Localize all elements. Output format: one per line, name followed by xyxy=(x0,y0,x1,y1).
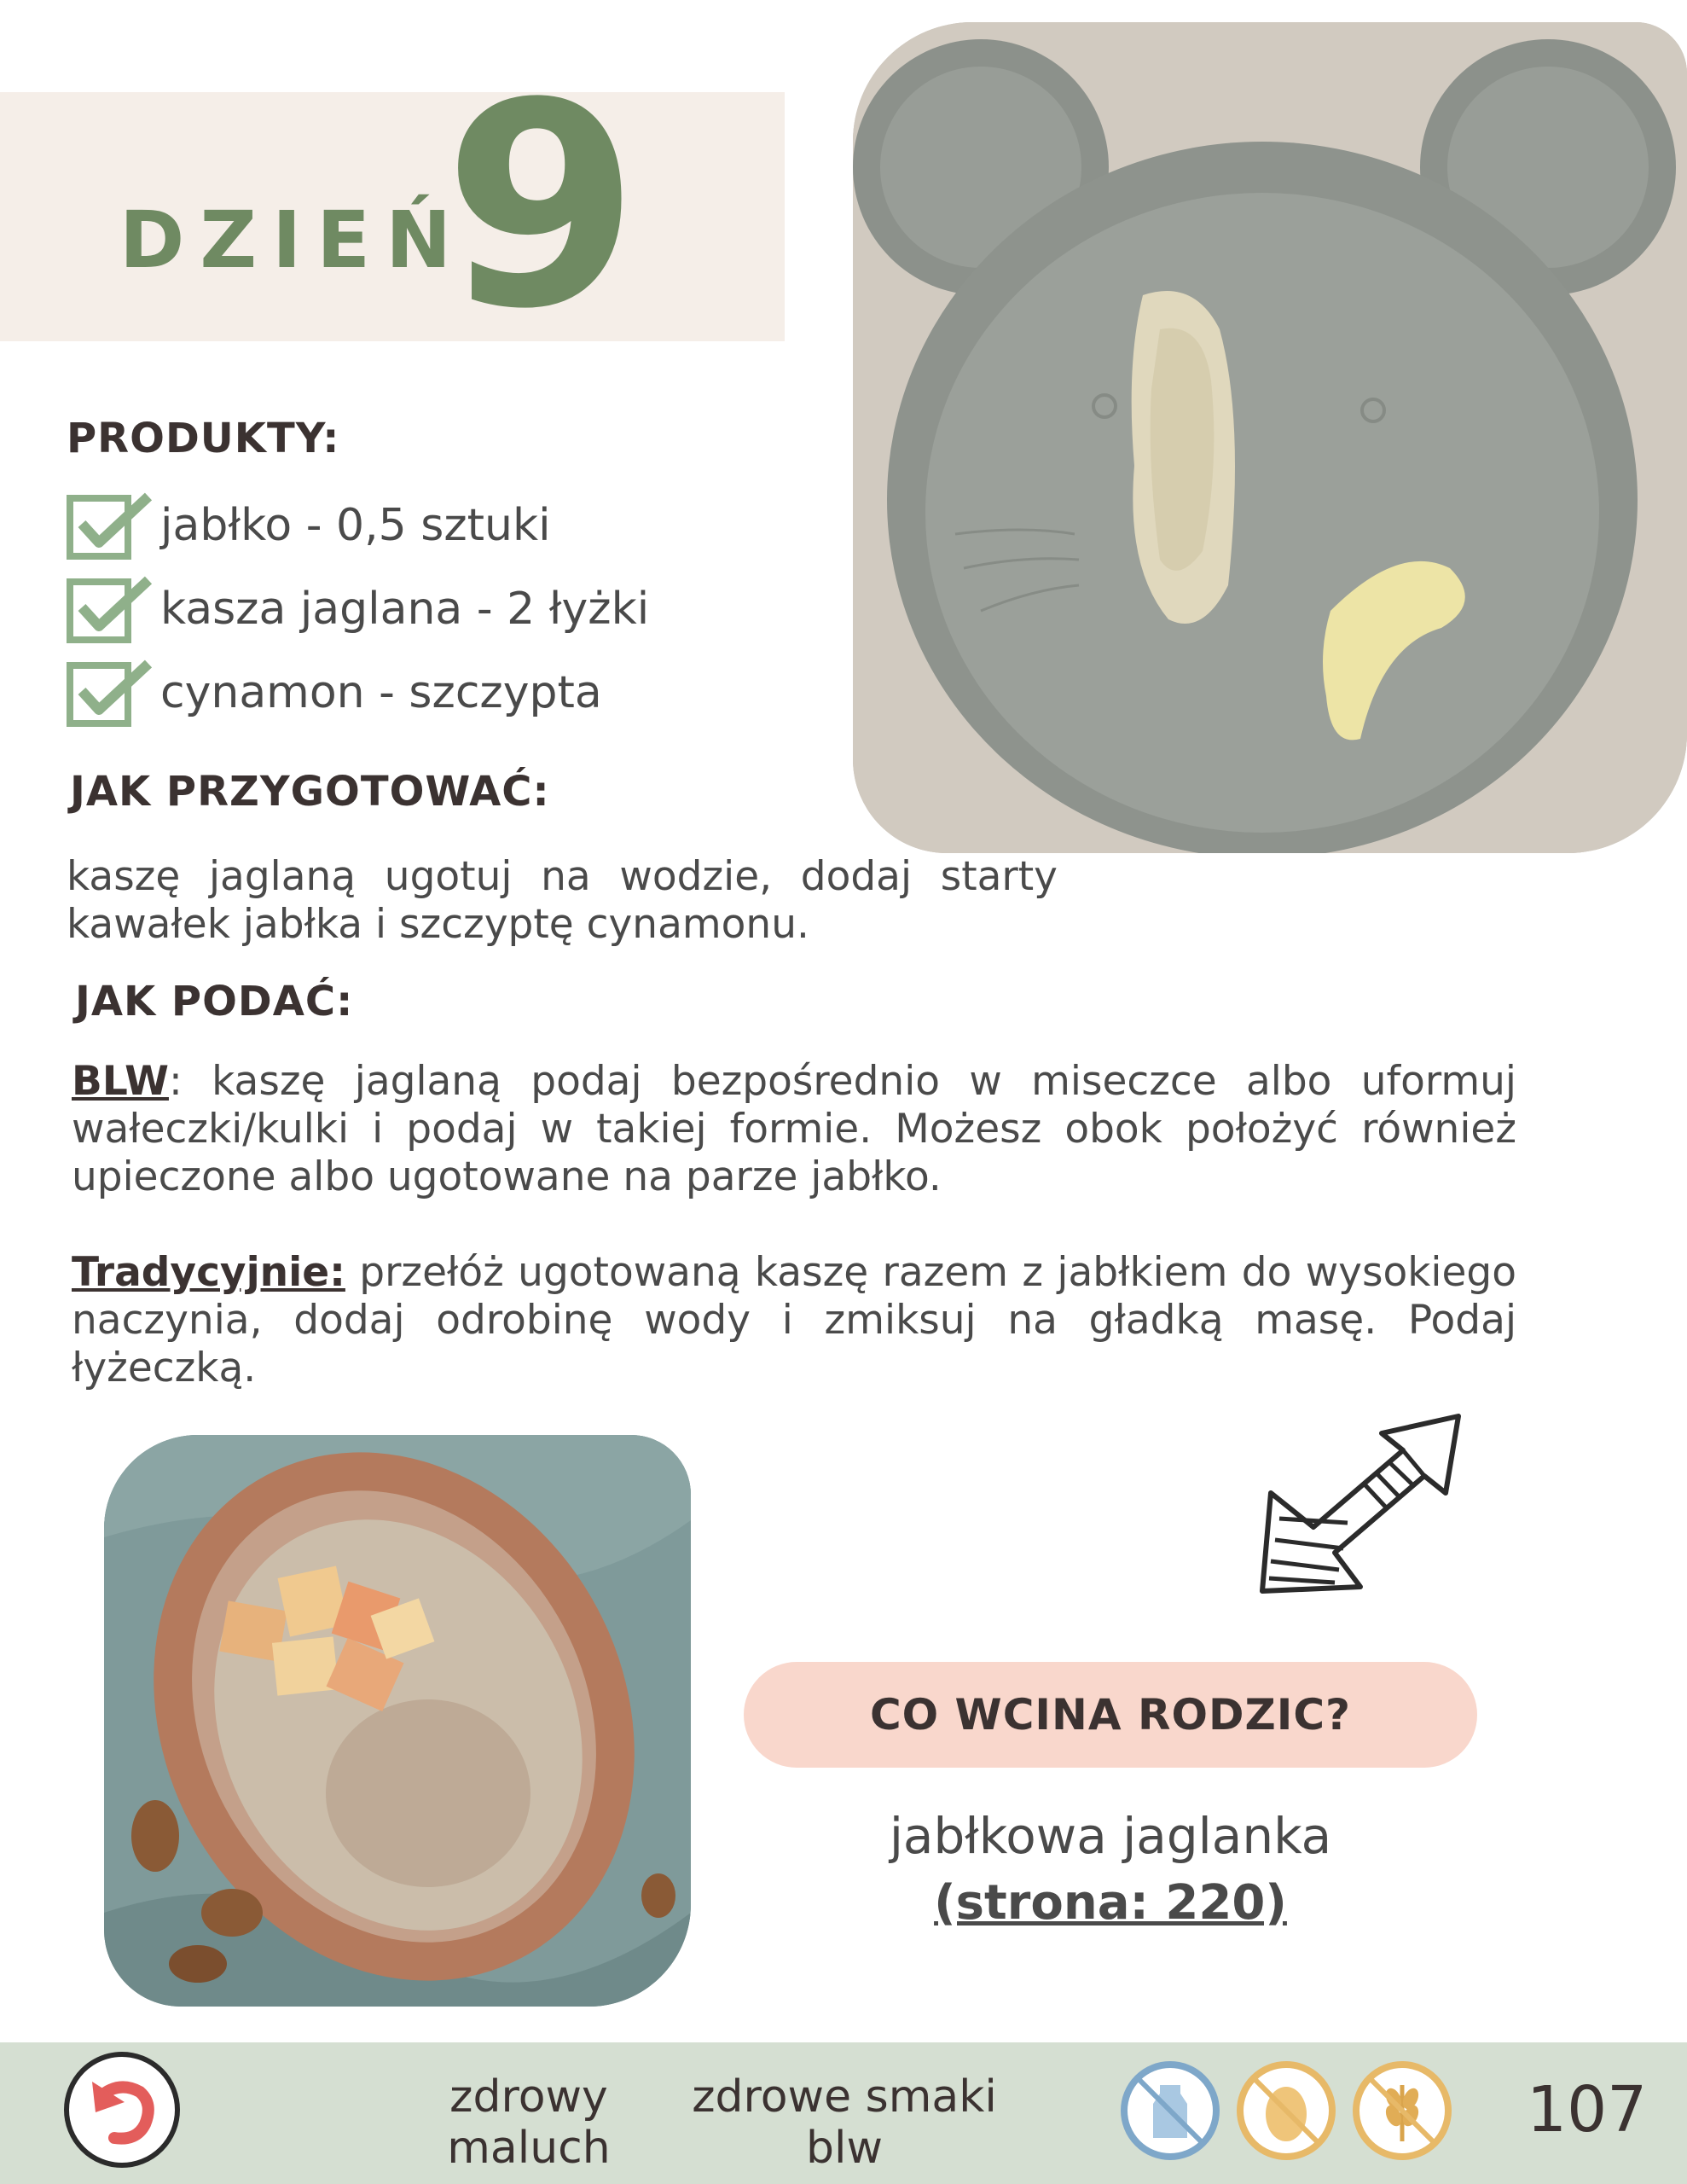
no-milk-icon xyxy=(1119,2059,1221,2162)
serving-traditional-paragraph xyxy=(72,1249,1516,1392)
page-number: 107 xyxy=(1527,2073,1648,2146)
traditional-text: przełóż ugotowaną kaszę razem z jabłkiem do wysokiego naczynia, dodaj odrobinę wody i zmiksuj na gładką masę. Podaj łyżeczką. xyxy=(72,1249,1516,1391)
dish-photo-plate xyxy=(853,22,1687,853)
parent-dish-name: jabłkowa jaglanka xyxy=(889,1807,1332,1865)
preparation-title: JAK PRZYGOTOWAĆ: xyxy=(70,768,550,816)
brand-line: blw xyxy=(806,2123,883,2174)
checkbox-checked-icon xyxy=(67,573,155,645)
serving-blw-paragraph xyxy=(72,1058,1516,1201)
ingredient-item xyxy=(67,490,551,561)
ingredient-label: jabłko - 0,5 sztuki xyxy=(160,500,551,551)
day-label: DZIEŃ xyxy=(119,195,467,286)
ingredients-title: PRODUKTY: xyxy=(67,415,340,462)
brand-line: zdrowe smaki xyxy=(692,2071,997,2123)
serving-title: JAK PODAĆ: xyxy=(75,978,354,1025)
brand-zdrowe-smaki-blw xyxy=(674,2071,1015,2174)
traditional-label: Tradycyjnie: xyxy=(72,1249,345,1296)
blw-label: BLW xyxy=(72,1058,169,1105)
parent-meal-title: CO WCINA RODZIC? xyxy=(869,1690,1352,1740)
parent-page-link[interactable]: (strona: 220) xyxy=(934,1875,1287,1931)
back-button[interactable] xyxy=(61,2049,183,2170)
ingredient-label: cynamon - szczypta xyxy=(160,667,602,718)
no-gluten-icon xyxy=(1351,2059,1453,2162)
checkbox-checked-icon xyxy=(67,657,155,729)
arrow-down-left-icon xyxy=(1254,1399,1475,1604)
brand-zdrowy-maluch xyxy=(426,2071,631,2174)
brand-line: maluch xyxy=(447,2123,611,2174)
preparation-text: kaszę jaglaną ugotuj na wodzie, dodaj starty kawałek jabłka i szczyptę cynamonu. xyxy=(67,853,1058,948)
no-egg-icon xyxy=(1235,2059,1337,2162)
dish-photo-bowl xyxy=(104,1435,691,2007)
day-number: 9 xyxy=(443,43,640,370)
ingredient-item xyxy=(67,573,649,645)
blw-text: : kaszę jaglaną podaj bezpośrednio w miseczce albo uformuj wałeczki/kulki i podaj w takiej formie. Możesz obok położyć również upieczone albo ugotowane na parze jabłko. xyxy=(72,1058,1516,1200)
ingredient-label: kasza jaglana - 2 łyżki xyxy=(160,584,650,635)
checkbox-checked-icon xyxy=(67,490,155,561)
parent-meal-badge xyxy=(744,1662,1477,1768)
ingredient-item xyxy=(67,657,602,729)
brand-line: zdrowy xyxy=(449,2071,608,2123)
